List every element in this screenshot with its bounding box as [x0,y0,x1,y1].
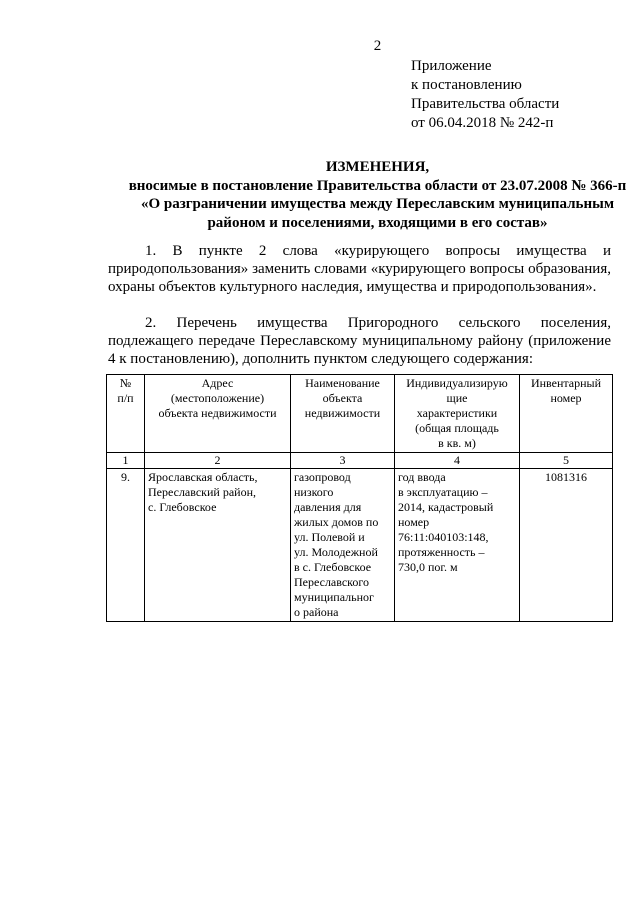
table-header-row [107,375,613,453]
column-number: 1 [107,453,145,469]
cell-num: 9. [107,469,145,622]
paragraph-1: 1. В пункте 2 слова «курирующего вопросы имущества и природопользования» заменить словами «курирующего вопросы образования, охраны объектов культурного наследия, имущества и природопользования». [108,243,611,295]
column-number: 2 [145,453,291,469]
column-number: 4 [395,453,520,469]
header-characteristics: Индивидуализирую щие характеристики (общая площадь в кв. м) [395,375,520,453]
column-number-row [107,453,613,469]
title-heading: ИЗМЕНЕНИЯ, [325,159,430,175]
property-table [106,374,613,622]
page-number: 2 [373,38,382,54]
cell-address: Ярославская область, Переславский район, с. Глебовское [145,469,291,622]
paragraph-2: 2. Перечень имущества Пригородного сельского поселения, подлежащего передаче Переславскому муниципальному району (приложение 4 к постановлению), дополнить пунктом следующего содержания: [108,315,611,367]
document-title [0,158,640,232]
header-num: № п/п [107,375,145,453]
column-number: 3 [291,453,395,469]
table-row [107,469,613,622]
title-line: районом и поселениями, входящими в его состав» [207,214,548,231]
appendix-line: Правительства области [411,96,560,112]
appendix-line: от 06.04.2018 № 242-п [411,115,554,131]
appendix-line: к постановлению [411,77,522,93]
title-line: «О разграничении имущества между Переславским муниципальным [140,196,615,212]
header-name: Наименование объекта недвижимости [291,375,395,453]
appendix-line: Приложение [411,58,492,74]
title-line: вносимые в постановление Правительства области от 23.07.2008 № 366-п [128,177,627,194]
property-table-body [107,375,613,622]
cell-characteristics: год ввода в эксплуатацию – 2014, кадастровый номер 76:11:040103:148, протяженность – 730,0 пог. м [395,469,520,622]
column-number: 5 [520,453,613,469]
cell-inventory: 1081316 [520,469,613,622]
header-address: Адрес (местоположение) объекта недвижимости [145,375,291,453]
header-inventory: Инвентарный номер [520,375,613,453]
cell-name: газопровод низкого давления для жилых домов по ул. Полевой и ул. Молодежной в с. Глебовское Переславского муниципальног о района [291,469,395,622]
appendix-block [411,57,559,133]
